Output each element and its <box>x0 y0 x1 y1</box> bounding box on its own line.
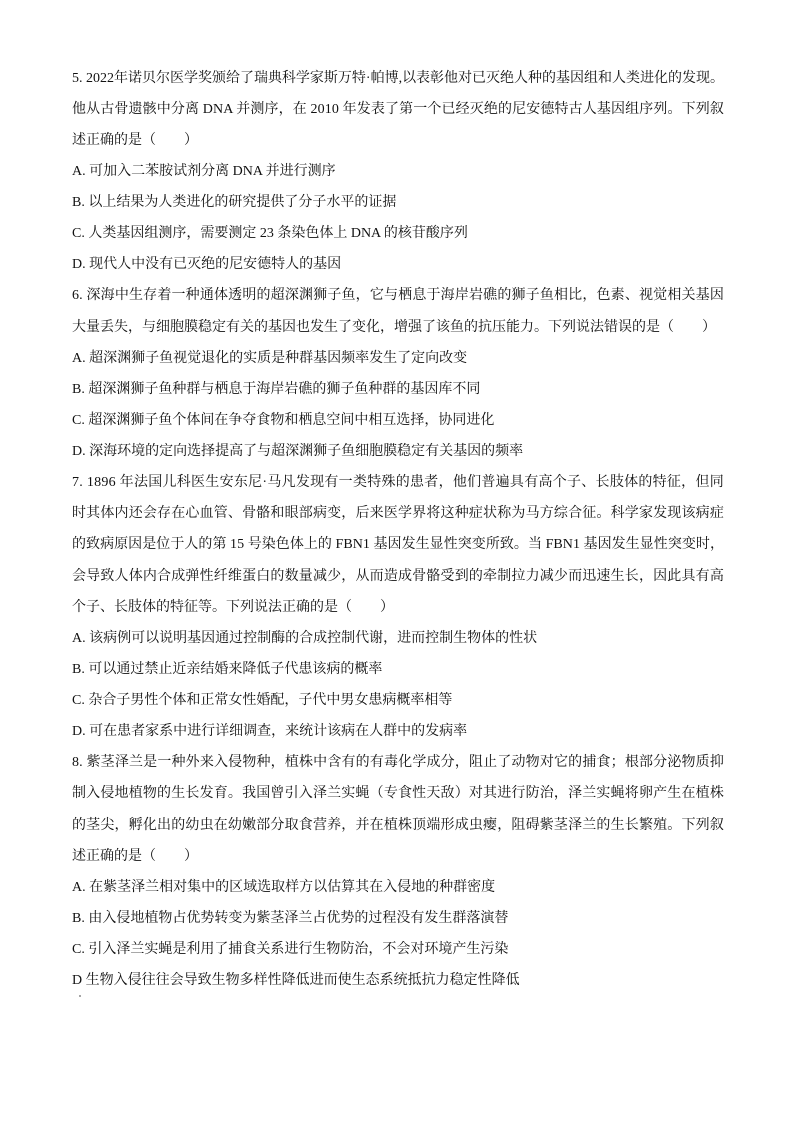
question-stem-line: 述正确的是（ ） <box>72 848 198 864</box>
question-stem-line: 8. 紫茎泽兰是一种外来入侵物种，植株中含有的有毒化学成分，阻止了动物对它的捕食；根部分泌物质抑 <box>72 755 724 771</box>
question-stem-line: 时其体内还会存在心血管、骨骼和眼部病变，后来医学界将这种症状称为马方综合征。科学家发现该病症 <box>72 506 724 522</box>
option-b: B. 由入侵地植物占优势转变为紫茎泽兰占优势的过程没有发生群落演替 <box>72 910 509 926</box>
option-d: D 生物入侵往往会导致生物多样性降低进而使生态系统抵抗力稳定性降低 <box>72 973 520 989</box>
question-stem-line: 个子、长肢体的特征等。下列说法正确的是（ ） <box>72 599 394 615</box>
option-b: B. 超深渊狮子鱼种群与栖息于海岸岩礁的狮子鱼种群的基因库不同 <box>72 381 481 397</box>
question-stem-line: 的茎尖，孵化出的幼虫在幼嫩部分取食营养，并在植株顶端形成虫瘿，阻碍紫茎泽兰的生长繁殖。下列叙 <box>72 817 724 833</box>
question-stem-line: 他从古骨遗骸中分离 DNA 并测序，在 2010 年发表了第一个已经灭绝的尼安德特古人基因组序列。下列叙 <box>72 101 724 117</box>
question-list <box>72 63 724 997</box>
question-stem-line: 大量丢失，与细胞膜稳定有关的基因也发生了变化，增强了该鱼的抗压能力。下列说法错误的是（ ） <box>72 319 716 335</box>
option-d: D. 现代人中没有已灭绝的尼安德特人的基因 <box>72 257 342 273</box>
option-c: C. 超深渊狮子鱼个体间在争夺食物和栖息空间中相互选择，协同进化 <box>72 412 495 428</box>
question-stem-line: 7. 1896 年法国儿科医生安东尼·马凡发现有一类特殊的患者，他们普遍具有高个子、长肢体的特征，但同 <box>72 475 724 491</box>
option-c: C. 引入泽兰实蝇是利用了捕食关系进行生物防治，不会对环境产生污染 <box>72 942 509 957</box>
option-d: D. 深海环境的定向选择提高了与超深渊狮子鱼细胞膜稳定有关基因的频率 <box>72 444 524 459</box>
option-a: A. 可加入二苯胺试剂分离 DNA 并进行测序 <box>72 163 336 179</box>
question-5 <box>72 63 724 281</box>
option-b: B. 以上结果为人类进化的研究提供了分子水平的证据 <box>72 195 397 210</box>
question-8 <box>72 747 724 996</box>
option-d: D. 可在患者家系中进行详细调查，来统计该病在人群中的发病率 <box>72 724 468 740</box>
question-stem-line: 6. 深海中生存着一种通体透明的超深渊狮子鱼，它与栖息于海岸岩礁的狮子鱼相比，色素、视觉相关基因 <box>72 288 724 304</box>
option-c: C. 人类基因组测序，需要测定 23 条染色体上 DNA 的核苷酸序列 <box>72 226 468 242</box>
question-stem-line: 5. 2022年诺贝尔医学奖颁给了瑞典科学家斯万特·帕博,以表彰他对已灭绝人种的基因组和人类进化的发现。 <box>72 70 724 86</box>
question-stem-line: 的致病原因是位于人的第 15 号染色体上的 FBN1 基因发生显性突变所致。当 FBN1 基因发生显性突变时， <box>72 537 724 553</box>
stray-mark <box>79 995 81 997</box>
option-a: A. 在紫茎泽兰相对集中的区域选取样方以估算其在入侵地的种群密度 <box>72 879 496 895</box>
question-stem-line: 制入侵地植物的生长发育。我国曾引入泽兰实蝇（专食性天敌）对其进行防治，泽兰实蝇将卵产生在植株 <box>72 786 724 802</box>
option-a: A. 该病例可以说明基因通过控制酶的合成控制代谢，进而控制生物体的性状 <box>72 630 538 646</box>
question-stem-line: 会导致人体内合成弹性纤维蛋白的数量减少，从而造成骨骼受到的牵制拉力减少而迅速生长，因此具有高 <box>72 568 724 584</box>
option-c: C. 杂合子男性个体和正常女性婚配，子代中男女患病概率相等 <box>72 693 453 708</box>
option-b: B. 可以通过禁止近亲结婚来降低子代患该病的概率 <box>72 661 383 677</box>
option-a: A. 超深渊狮子鱼视觉退化的实质是种群基因频率发生了定向改变 <box>72 350 468 366</box>
question-7 <box>72 467 724 747</box>
question-stem-line: 述正确的是（ ） <box>72 132 198 148</box>
question-6 <box>72 280 724 467</box>
